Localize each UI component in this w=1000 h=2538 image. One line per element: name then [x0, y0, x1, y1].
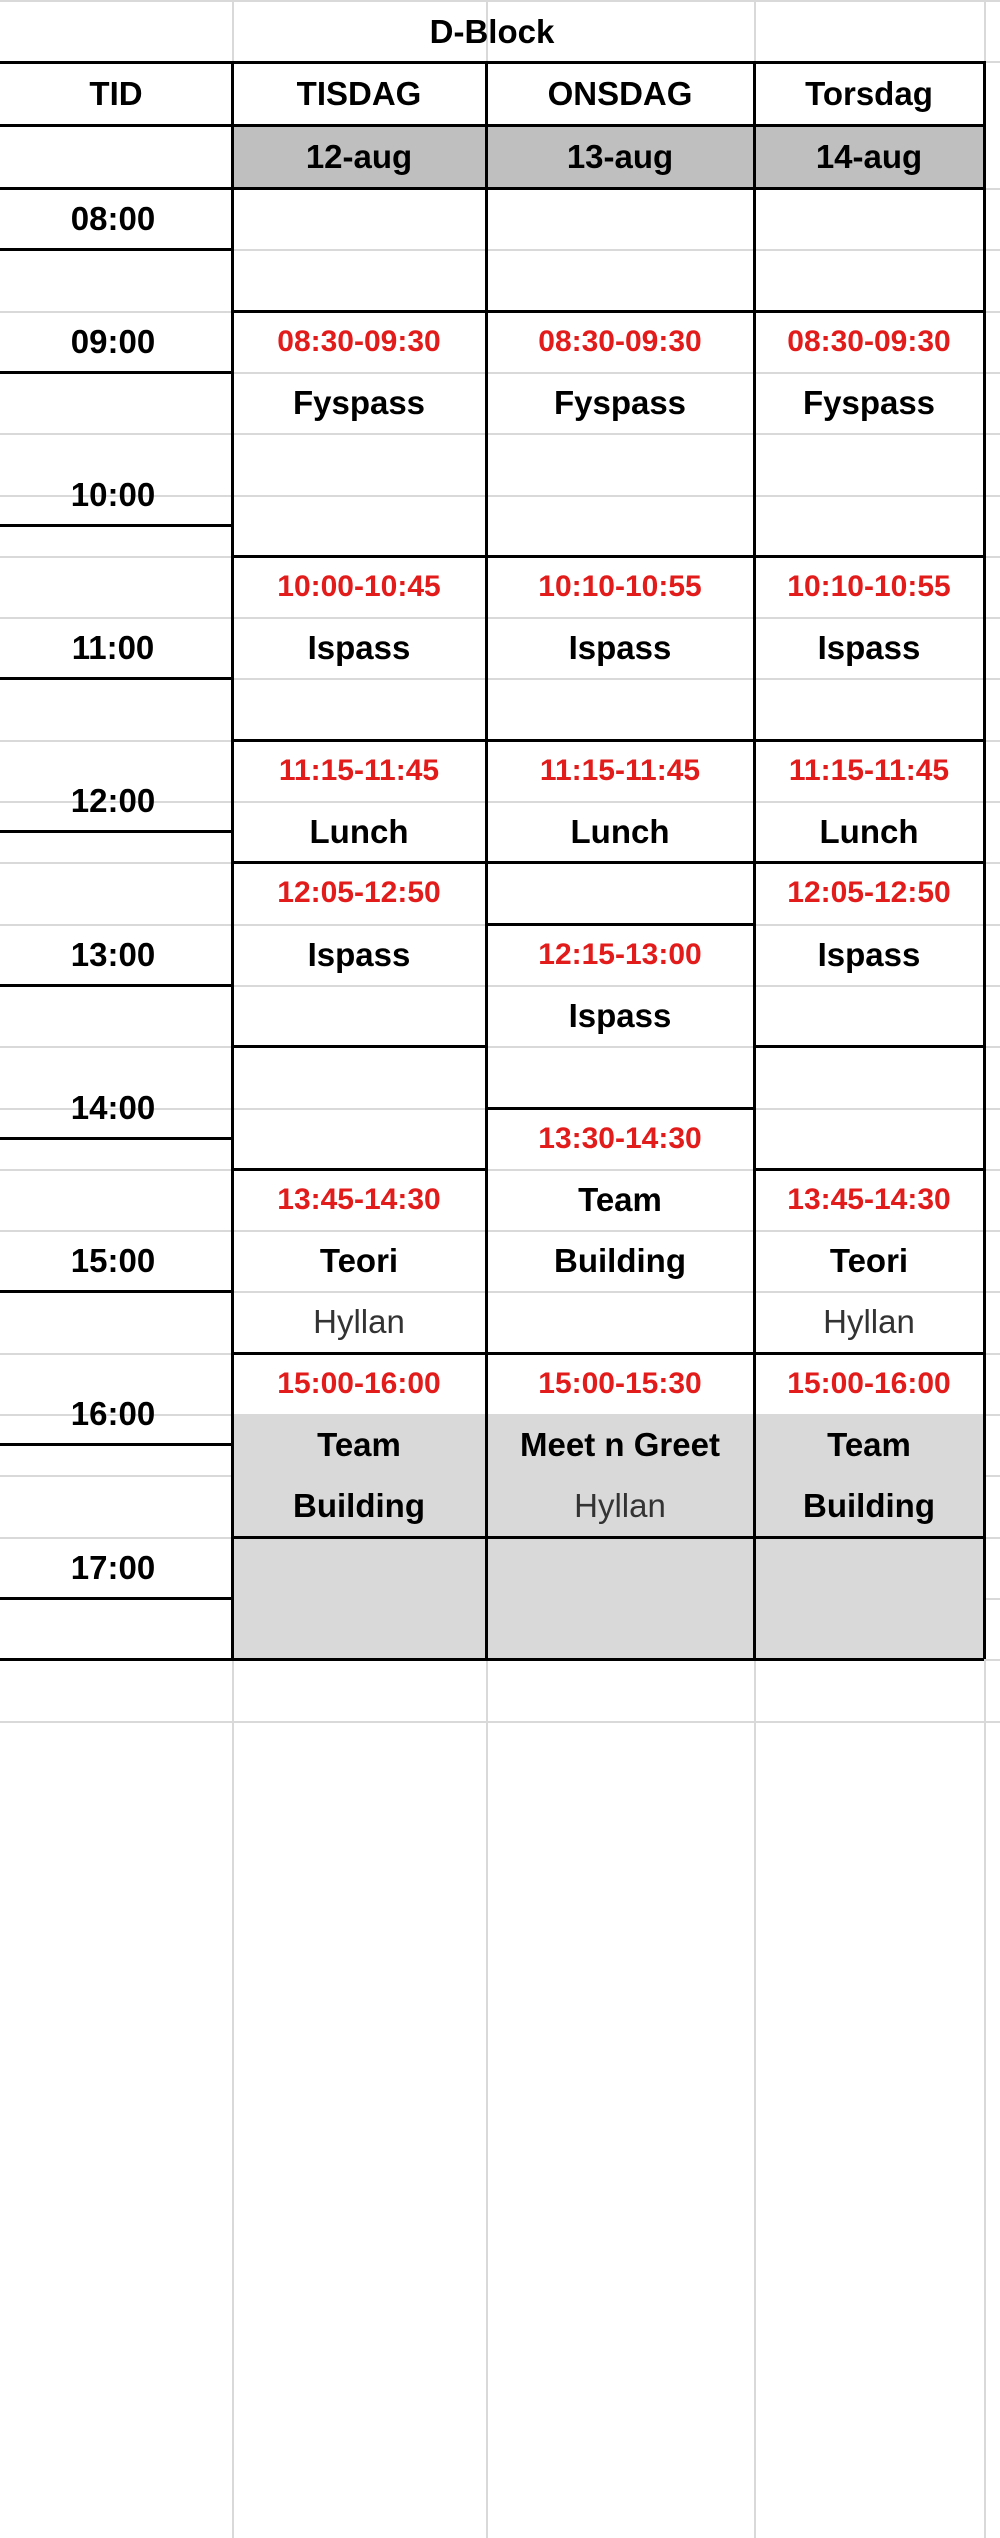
- hour-label: 13:00: [70, 935, 156, 973]
- column-header-day: Torsdag: [805, 75, 933, 112]
- event-title: Fyspass: [802, 383, 936, 421]
- event-border: [754, 1045, 984, 1048]
- hour-border: [0, 984, 232, 987]
- event-border: [232, 1045, 486, 1048]
- hour-label: 14:00: [70, 1088, 156, 1126]
- event-border: [232, 1536, 486, 1539]
- event-time: 11:15-11:45: [539, 753, 701, 787]
- hour-border: [0, 1137, 232, 1140]
- event-time: 13:45-14:30: [277, 1182, 441, 1216]
- event-time: 12:05-12:50: [277, 875, 441, 909]
- hour-border: [0, 677, 232, 680]
- hour-border: [0, 1443, 232, 1446]
- hour-border: [0, 1597, 232, 1600]
- hour-label: 09:00: [70, 322, 156, 360]
- event-time: 12:05-12:50: [787, 875, 951, 909]
- event-time: 15:00-16:00: [787, 1366, 951, 1400]
- event-border: [486, 310, 754, 313]
- event-title: Building: [554, 1241, 686, 1279]
- grid-row-line: [0, 0, 1000, 2]
- event-time: 15:00-15:30: [538, 1366, 702, 1400]
- event-title: Ispass: [568, 628, 672, 666]
- event-title: Building: [293, 1486, 425, 1524]
- hour-border: [0, 524, 232, 527]
- date-header: 14-aug: [815, 138, 923, 175]
- event-time: 13:45-14:30: [787, 1182, 951, 1216]
- event-title: Lunch: [819, 812, 919, 850]
- hour-label: 15:00: [70, 1241, 156, 1279]
- hour-border: [0, 248, 232, 251]
- hour-border: [0, 1290, 232, 1293]
- event-time: 12:15-13:00: [538, 937, 702, 971]
- hour-label: 11:00: [71, 628, 155, 666]
- hour-label: 10:00: [70, 475, 156, 513]
- grid-row-line: [0, 1721, 1000, 1723]
- grid-row-line: [0, 433, 1000, 435]
- hour-label: 17:00: [70, 1548, 156, 1586]
- event-title: Ispass: [817, 628, 921, 666]
- hour-border: [0, 371, 232, 374]
- event-time: 10:10-10:55: [538, 569, 702, 603]
- hour-border: [0, 830, 232, 833]
- event-location: Hyllan: [574, 1486, 666, 1524]
- event-location: Hyllan: [313, 1302, 405, 1340]
- column-header-day: ONSDAG: [547, 75, 693, 112]
- column-header-time: TID: [89, 75, 143, 112]
- hour-label: 12:00: [70, 781, 156, 819]
- event-time: 13:30-14:30: [538, 1121, 702, 1155]
- event-time: 11:15-11:45: [788, 753, 950, 787]
- page-title: D-Block: [429, 13, 555, 50]
- event-time: 11:15-11:45: [278, 753, 440, 787]
- event-time: 10:00-10:45: [277, 569, 441, 603]
- event-title: Team: [578, 1180, 662, 1218]
- column-header-day: TISDAG: [296, 75, 422, 112]
- hour-label: 08:00: [70, 199, 156, 237]
- event-title: Lunch: [570, 812, 670, 850]
- event-border: [754, 1536, 984, 1539]
- event-title: Ispass: [307, 935, 411, 973]
- event-time: 08:30-09:30: [277, 324, 441, 358]
- event-time: 08:30-09:30: [538, 324, 702, 358]
- event-location: Hyllan: [823, 1302, 915, 1340]
- event-title: Teori: [829, 1241, 909, 1279]
- date-header: 12-aug: [305, 138, 413, 175]
- event-title: Building: [803, 1486, 935, 1524]
- event-title: Teori: [319, 1241, 399, 1279]
- event-title: Ispass: [307, 628, 411, 666]
- event-border: [754, 310, 984, 313]
- hour-label: 16:00: [70, 1394, 156, 1432]
- event-time: 15:00-16:00: [277, 1366, 441, 1400]
- event-time: 08:30-09:30: [787, 324, 951, 358]
- event-title: Team: [317, 1425, 401, 1463]
- event-title: Lunch: [309, 812, 409, 850]
- event-title: Fyspass: [553, 383, 687, 421]
- event-title: Ispass: [817, 935, 921, 973]
- event-title: Ispass: [568, 996, 672, 1034]
- event-border: [232, 310, 486, 313]
- event-border: [486, 1536, 754, 1539]
- event-title: Meet n Greet: [520, 1425, 720, 1463]
- date-header: 13-aug: [566, 138, 674, 175]
- event-time: 10:10-10:55: [787, 569, 951, 603]
- event-title: Team: [827, 1425, 911, 1463]
- table-bottom-border: [0, 1658, 984, 1661]
- event-title: Fyspass: [292, 383, 426, 421]
